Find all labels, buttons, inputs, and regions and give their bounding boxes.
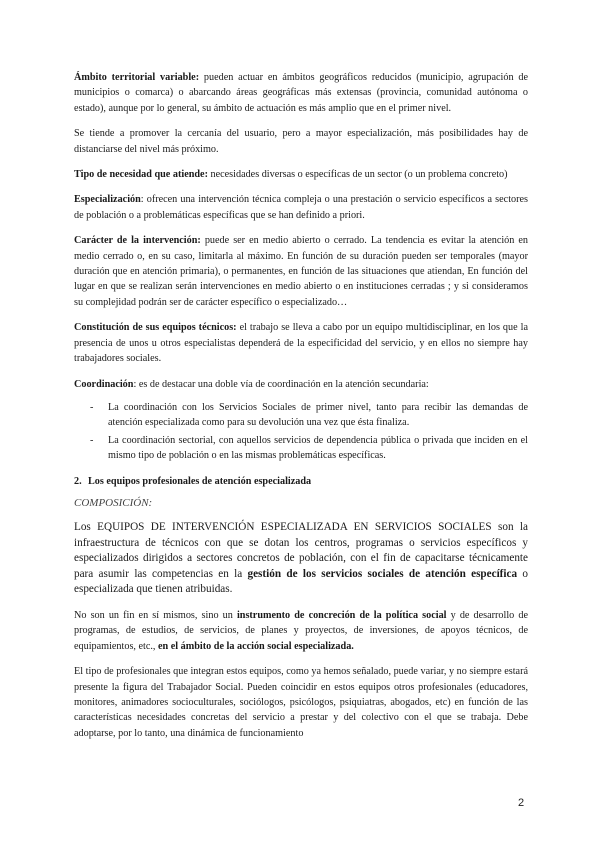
paragraph-cercania: Se tiende a promover la cercanía del usuario, pero a mayor especialización, más posibilidades hay de distanciarse del nivel más próximo. xyxy=(74,128,528,155)
label-especializacion: Especialización xyxy=(74,194,141,206)
text-fin-bold-2: en el ámbito de la acción social especializada. xyxy=(158,640,354,652)
text-equipos-mid: son la infraestructura de técnicos con que se dotan los centros, programas o servicios específicos y especializados dirigidos a sectores concretos de población, con el fin de capacitarse técnicamente para asumir las competencias en la xyxy=(74,520,528,580)
text-ambito: pueden actuar en ámbitos geográficos reducidos (municipio, agrupación de municipios o comarca) o abarcando áreas geográficas más extensas (provincia, comunidad autónoma o estado), aunque por lo general, su ámbito de actuación es más amplio que en el primer nivel. xyxy=(74,72,528,114)
paragraph-coordinacion xyxy=(74,377,528,392)
paragraph-necesidad xyxy=(74,167,528,182)
text-fin-mid: y de desarrollo de programas, de estudios, de servicios, de planes y proyectos, de inversiones, de apoyos técnicos, de equipamientos, etc., xyxy=(74,609,529,652)
list-item-text: La coordinación con los Servicios Sociales de primer nivel, tanto para recibir las demandas de atención especializada como para su devolución una vez que ésta finaliza. xyxy=(108,401,528,429)
text-fin-start: No son un fin en sí mismos, sino un xyxy=(74,609,237,621)
paragraph-especializacion xyxy=(74,192,528,223)
section-title: Los equipos profesionales de atención especializada xyxy=(88,475,312,487)
text-constitucion: el trabajo se lleva a cabo por un equipo multidisciplinar, en los que la presencia de unos u otros especialistas dependerá de la especificidad del servicio, y en ellos no siempre hay trabajadores sociales. xyxy=(74,322,528,365)
paragraph-ambito xyxy=(74,70,528,116)
text-coordinacion: : es de destacar una doble vía de coordinación en la atención secundaria: xyxy=(133,378,429,390)
text-especializacion: : ofrecen una intervención técnica compleja o una prestación o servicio específicos a sectores de población o a problemáticas específicas que se han definido a priori. xyxy=(74,194,528,221)
text-equipos-lead: Los EQUIPOS DE INTERVENCIÓN ESPECIALIZADA EN SERVICIOS SOCIALES xyxy=(74,520,492,533)
document-page xyxy=(74,70,528,741)
paragraph-composicion-2 xyxy=(74,608,528,654)
dash-bullet: - xyxy=(90,434,94,446)
label-constitucion: Constitución de sus equipos técnicos: xyxy=(74,322,237,334)
list-item xyxy=(74,400,528,431)
subheading-composicion: COMPOSICIÓN: xyxy=(74,496,153,509)
page-number: 2 xyxy=(518,797,525,809)
label-necesidad: Tipo de necesidad que atiende: xyxy=(74,169,208,181)
coordination-list xyxy=(74,400,528,464)
paragraph-composicion-3: El tipo de profesionales que integran estos equipos, como ya hemos señalado, puede variar, y no siempre estará presente la figura del Trabajador Social. Pueden coincidir en estos equipos otros profesionales (educadores, monitores, animadores socioculturales, sociólogos, psicólogos, psiquiatras, abogados, etc) en función de las características necesidades concretas del servicio a prestar y del colectivo con el que se trabaja. Debe adoptarse, por lo tanto, una dinámica de funcionamiento xyxy=(74,666,528,739)
dash-bullet: - xyxy=(90,401,94,413)
label-ambito: Ámbito territorial variable: xyxy=(74,72,200,83)
paragraph-caracter xyxy=(74,233,528,310)
text-fin-bold-1: instrumento de concreción de la política social xyxy=(236,609,447,621)
section-number: 2. xyxy=(74,475,82,487)
text-caracter: puede ser en medio abierto o cerrado. La tendencia es evitar la atención en medio cerrado o, en su caso, limitarla al máximo. En función de su duración pueden ser temporales (mayor duración que en atención primaria), o permanentes, en función de las situaciones que atiendan, En función del lugar en que se realizan serán intervenciones en medio abierto o en instituciones cerradas ; y si consideramos su complejidad podrán ser de carácter específico o especializado… xyxy=(74,235,529,308)
list-item-text: La coordinación sectorial, con aquellos servicios de dependencia pública o privada que inciden en el mismo tipo de población o en las mismas problemáticas específicas. xyxy=(108,434,528,462)
label-caracter: Carácter de la intervención: xyxy=(74,235,201,247)
label-coordinacion: Coordinación xyxy=(74,378,134,390)
paragraph-constitucion xyxy=(74,320,528,366)
section-heading xyxy=(74,474,528,489)
text-equipos-bold: gestión de los servicios sociales de atención específica xyxy=(247,567,518,580)
paragraph-composicion-1 xyxy=(74,520,528,598)
text-equipos-end: o especializada que tienen atribuidas. xyxy=(74,567,528,596)
list-item xyxy=(74,433,528,464)
text-necesidad: necesidades diversas o específicas de un sector (o un problema concreto) xyxy=(207,169,508,181)
